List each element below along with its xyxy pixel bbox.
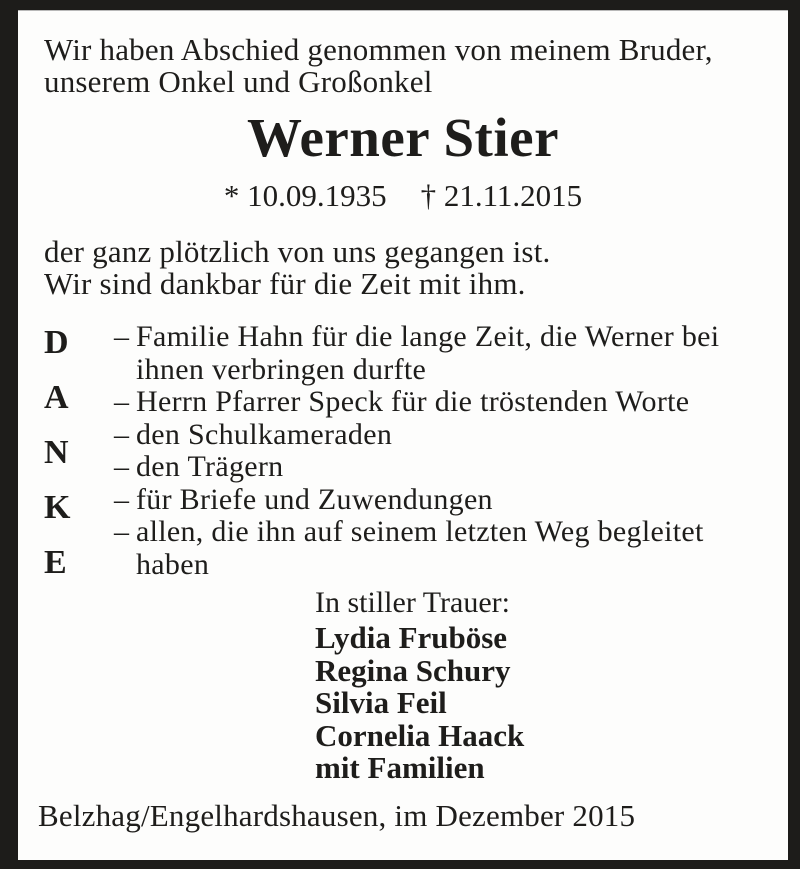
mourning-heading: In stiller Trauer: xyxy=(315,586,510,619)
mourner-name: Regina Schury xyxy=(315,652,511,688)
deceased-name: Werner Stier xyxy=(247,107,559,168)
mourner-name: mit Familien xyxy=(315,750,485,785)
danke-vertical-word xyxy=(44,315,84,590)
intro-line-2: unserem Onkel und Großonkel xyxy=(44,64,433,99)
danke-letter-n: N xyxy=(44,434,69,471)
thanks-item-text: für Briefe und Zuwendungen xyxy=(136,482,493,516)
intro-line-1: Wir haben Abschied genommen von meinem Bruder, xyxy=(44,32,713,67)
mourner-name: Silvia Feil xyxy=(315,685,447,720)
death-date: † 21.11.2015 xyxy=(420,178,583,213)
list-dash: – xyxy=(114,515,130,548)
danke-letter-d: D xyxy=(44,324,69,361)
thanks-item-text: den Trägern xyxy=(136,450,284,483)
thanks-item xyxy=(114,451,734,484)
birth-date: * 10.09.1935 xyxy=(223,178,387,213)
life-dates xyxy=(18,180,788,212)
thanks-item xyxy=(114,386,734,419)
intro-text xyxy=(44,34,764,98)
thanks-item xyxy=(114,321,734,386)
message-line-2: Wir sind dankbar für die Zeit mit ihm. xyxy=(44,266,526,301)
thanks-item-text: Familie Hahn für die lange Zeit, die Werner bei ihnen verbringen durfte xyxy=(136,320,720,386)
danke-letter-a: A xyxy=(44,379,69,416)
obituary-sheet xyxy=(18,10,788,860)
thanks-item-text: allen, die ihn auf seinem letzten Weg begleitet haben xyxy=(136,515,704,581)
thanks-item-text: Herrn Pfarrer Speck für die tröstenden Worte xyxy=(136,385,690,418)
list-dash: – xyxy=(114,482,130,516)
place-date-line: Belzhag/Engelhardshausen, im Dezember 2015 xyxy=(38,798,636,833)
thanks-item-text: den Schulkameraden xyxy=(136,417,393,451)
thanks-list xyxy=(114,321,734,581)
message-line-1: der ganz plötzlich von uns gegangen ist. xyxy=(44,234,551,269)
list-dash: – xyxy=(114,450,130,483)
list-dash: – xyxy=(114,385,130,418)
thanks-item xyxy=(114,484,734,517)
mourner-name: Lydia Fruböse xyxy=(315,620,508,655)
list-dash: – xyxy=(114,417,130,451)
mourner-names xyxy=(315,622,524,785)
thanks-item xyxy=(114,516,734,581)
danke-letter-k: K xyxy=(44,489,71,526)
danke-letter-e: E xyxy=(44,544,67,581)
list-dash: – xyxy=(114,320,130,353)
mourner-name: Cornelia Haack xyxy=(315,717,525,753)
thanks-item xyxy=(114,419,734,452)
farewell-message xyxy=(44,236,764,300)
